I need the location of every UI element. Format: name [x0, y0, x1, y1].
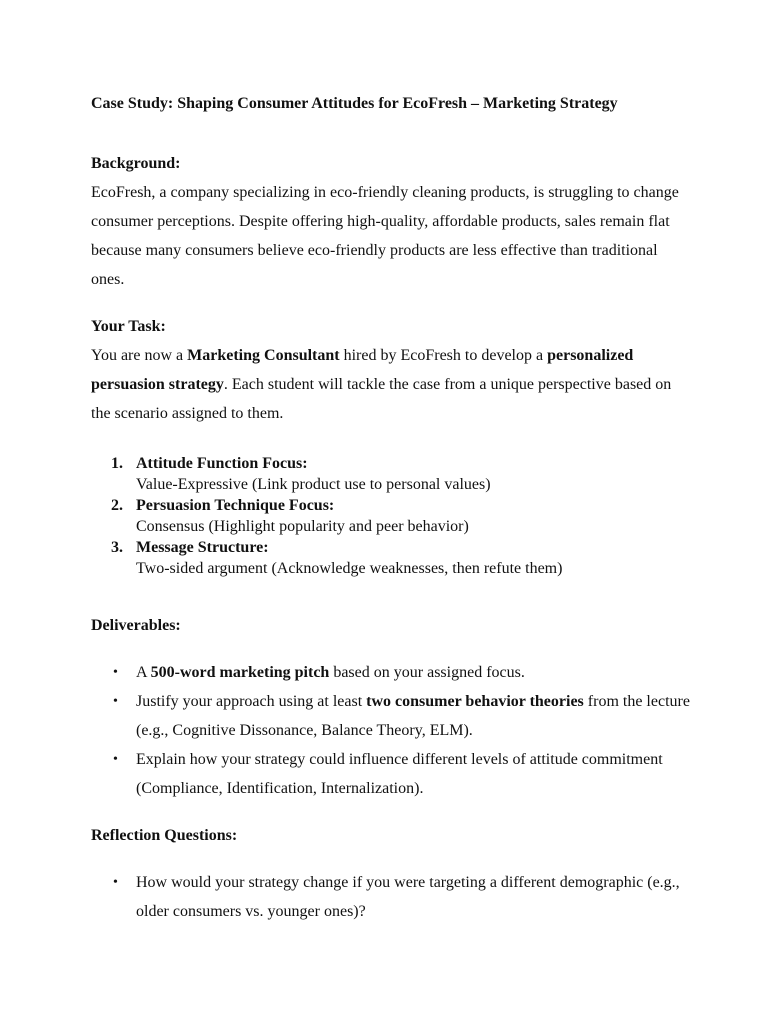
- focus-item-label: Persuasion Technique Focus:: [136, 497, 335, 514]
- task-text-2: hired by EcoFresh to develop a: [339, 347, 548, 364]
- bullet-icon: •: [113, 665, 118, 680]
- background-text: EcoFresh, a company specializing in eco-friendly cleaning products, is struggling to change consumer perceptions. Despite offering high-quality, affordable products, sales remain flat because many consumers believe eco-friendly products are less effective than traditional ones.: [91, 184, 679, 288]
- task-text-3: . Each student will tackle the case from a unique perspective based on the scenario assigned to them.: [91, 376, 672, 422]
- task-strategy: personalized persuasion strategy: [91, 347, 634, 393]
- document-content: [91, 92, 691, 926]
- focus-item-detail: Consensus (Highlight popularity and peer behavior): [136, 518, 469, 535]
- deliverable-item-2: [91, 687, 691, 745]
- focus-item-number: 1.: [111, 455, 123, 472]
- deliverables-heading: Deliverables:: [91, 617, 181, 634]
- bullet-icon: •: [113, 694, 118, 709]
- focus-list: [91, 453, 691, 579]
- reflection-heading: Reflection Questions:: [91, 827, 238, 844]
- document-title: Case Study: Shaping Consumer Attitudes for EcoFresh – Marketing Strategy: [91, 95, 618, 112]
- deliverable-text: based on your assigned focus.: [329, 664, 525, 681]
- deliverable-text: A: [136, 664, 151, 681]
- deliverable-emphasis: 500-word marketing pitch: [150, 664, 330, 681]
- deliverable-item-1: [91, 658, 696, 687]
- reflection-item-1: [91, 868, 691, 926]
- deliverable-text: Explain how your strategy could influence different levels of attitude commitment (Compliance, Identification, Internalization).: [136, 751, 663, 797]
- focus-item-label: Message Structure:: [136, 539, 269, 556]
- focus-item-2: [91, 495, 691, 537]
- deliverable-emphasis: two consumer behavior theories: [366, 693, 584, 710]
- deliverable-text: Justify your approach using at least: [136, 693, 367, 710]
- deliverables-list: [91, 658, 691, 803]
- background-heading: Background:: [91, 155, 181, 172]
- task-text: [91, 341, 691, 428]
- focus-item-label: Attitude Function Focus:: [136, 455, 308, 472]
- focus-item-number: 2.: [111, 497, 123, 514]
- task-text-1: You are now a: [91, 347, 188, 364]
- reflection-list: [91, 868, 691, 926]
- task-heading: Your Task:: [91, 318, 166, 335]
- task-role: Marketing Consultant: [187, 347, 340, 364]
- reflection-text: How would your strategy change if you were targeting a different demographic (e.g., older consumers vs. younger ones)?: [136, 874, 680, 920]
- focus-item-detail: Two-sided argument (Acknowledge weaknesses, then refute them): [136, 560, 563, 577]
- focus-item-detail: Value-Expressive (Link product use to personal values): [136, 476, 491, 493]
- bullet-icon: •: [113, 875, 118, 890]
- focus-item-3: [91, 537, 691, 579]
- deliverable-text: from the lecture (e.g., Cognitive Dissonance, Balance Theory, ELM).: [136, 693, 690, 739]
- focus-item-1: [91, 453, 691, 495]
- deliverable-item-3: [91, 745, 691, 803]
- focus-item-number: 3.: [111, 539, 123, 556]
- bullet-icon: •: [113, 752, 118, 767]
